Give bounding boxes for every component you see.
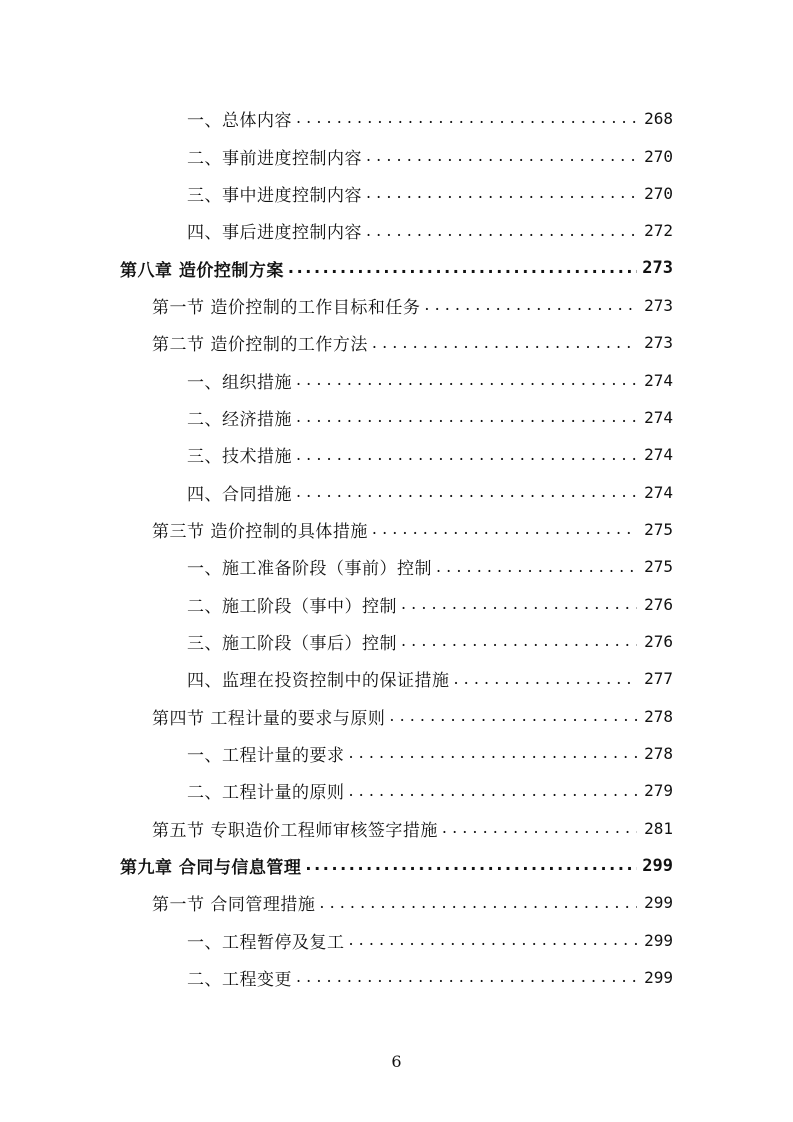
toc-section-entry[interactable] xyxy=(0,511,673,548)
toc-chapter-entry[interactable] xyxy=(0,249,673,286)
toc-entry-page: 299 xyxy=(644,968,673,988)
toc-subsection-entry[interactable] xyxy=(0,100,673,137)
toc-entry-page: 273 xyxy=(642,258,673,279)
toc-entry-page: 274 xyxy=(644,445,673,465)
toc-dot-leader xyxy=(401,631,637,651)
toc-subsection-entry[interactable] xyxy=(0,548,673,585)
toc-subsection-entry[interactable] xyxy=(0,772,673,809)
toc-dot-leader xyxy=(442,818,637,838)
toc-subsection-entry[interactable] xyxy=(0,735,673,772)
toc-entry-page: 299 xyxy=(642,855,673,876)
toc-entry-page: 299 xyxy=(644,893,673,913)
toc-entry-page: 299 xyxy=(644,930,673,950)
toc-dot-leader xyxy=(454,669,638,689)
toc-entry-title: 二、经济措施 xyxy=(187,409,292,430)
toc-entry-title: 第三节 造价控制的具体措施 xyxy=(152,521,368,542)
toc-entry-title: 第一节 合同管理措施 xyxy=(152,895,316,916)
toc-dot-leader xyxy=(296,108,637,128)
toc-dot-leader xyxy=(296,370,637,390)
toc-dot-leader xyxy=(349,781,638,801)
toc-entry-page: 274 xyxy=(644,482,673,502)
toc-section-entry[interactable] xyxy=(0,810,673,847)
toc-entry-title: 第一节 造价控制的工作目标和任务 xyxy=(152,297,421,318)
table-of-contents xyxy=(0,100,793,996)
toc-subsection-entry[interactable] xyxy=(0,175,673,212)
toc-entry-title: 二、事前进度控制内容 xyxy=(187,148,362,169)
toc-entry-page: 272 xyxy=(644,221,673,241)
toc-entry-title: 三、施工阶段（事后）控制 xyxy=(187,633,397,654)
toc-dot-leader xyxy=(296,482,637,502)
toc-entry-title: 第五节 专职造价工程师审核签字措施 xyxy=(152,820,438,841)
toc-subsection-entry[interactable] xyxy=(0,660,673,697)
toc-subsection-entry[interactable] xyxy=(0,473,673,510)
toc-dot-leader xyxy=(424,295,637,315)
toc-dot-leader xyxy=(305,855,637,875)
toc-subsection-entry[interactable] xyxy=(0,959,673,996)
toc-section-entry[interactable] xyxy=(0,287,673,324)
toc-dot-leader xyxy=(296,407,637,427)
toc-entry-page: 275 xyxy=(644,557,673,577)
toc-entry-page: 276 xyxy=(644,594,673,614)
toc-entry-page: 274 xyxy=(644,407,673,427)
toc-entry-title: 第四节 工程计量的要求与原则 xyxy=(152,708,386,729)
toc-chapter-entry[interactable] xyxy=(0,847,673,884)
toc-dot-leader xyxy=(366,221,637,241)
toc-entry-page: 276 xyxy=(644,631,673,651)
toc-dot-leader xyxy=(372,333,637,353)
toc-entry-title: 三、事中进度控制内容 xyxy=(187,185,362,206)
toc-entry-title: 四、合同措施 xyxy=(187,484,292,505)
toc-entry-page: 278 xyxy=(644,744,673,764)
toc-dot-leader xyxy=(372,519,637,539)
toc-subsection-entry[interactable] xyxy=(0,585,673,622)
toc-entry-page: 278 xyxy=(644,706,673,726)
toc-dot-leader xyxy=(296,445,637,465)
toc-dot-leader xyxy=(288,258,637,278)
toc-dot-leader xyxy=(296,967,637,987)
toc-section-entry[interactable] xyxy=(0,698,673,735)
toc-entry-title: 一、组织措施 xyxy=(187,372,292,393)
toc-entry-page: 281 xyxy=(644,818,673,838)
toc-section-entry[interactable] xyxy=(0,884,673,921)
toc-entry-title: 第九章 合同与信息管理 xyxy=(120,858,302,879)
toc-entry-page: 270 xyxy=(644,183,673,203)
toc-dot-leader xyxy=(349,743,638,763)
toc-entry-title: 第八章 造价控制方案 xyxy=(120,260,284,281)
page-number: 6 xyxy=(391,1052,402,1071)
toc-subsection-entry[interactable] xyxy=(0,212,673,249)
toc-entry-page: 275 xyxy=(644,519,673,539)
toc-entry-title: 二、工程变更 xyxy=(187,970,292,991)
toc-entry-title: 一、工程计量的要求 xyxy=(187,746,345,767)
toc-entry-page: 277 xyxy=(644,669,673,689)
toc-entry-page: 268 xyxy=(644,109,673,129)
toc-entry-page: 273 xyxy=(644,295,673,315)
toc-subsection-entry[interactable] xyxy=(0,137,673,174)
toc-entry-title: 二、施工阶段（事中）控制 xyxy=(187,596,397,617)
toc-entry-title: 一、总体内容 xyxy=(187,111,292,132)
toc-dot-leader xyxy=(366,183,637,203)
toc-entry-title: 一、工程暂停及复工 xyxy=(187,932,345,953)
toc-subsection-entry[interactable] xyxy=(0,399,673,436)
toc-entry-title: 第二节 造价控制的工作方法 xyxy=(152,335,368,356)
toc-entry-page: 273 xyxy=(644,333,673,353)
toc-dot-leader xyxy=(366,146,637,166)
toc-entry-page: 274 xyxy=(644,370,673,390)
toc-entry-title: 四、事后进度控制内容 xyxy=(187,223,362,244)
toc-subsection-entry[interactable] xyxy=(0,436,673,473)
toc-dot-leader xyxy=(349,930,638,950)
toc-entry-page: 270 xyxy=(644,146,673,166)
toc-entry-title: 四、监理在投资控制中的保证措施 xyxy=(187,671,450,692)
toc-entry-title: 三、技术措施 xyxy=(187,447,292,468)
toc-dot-leader xyxy=(436,557,637,577)
toc-subsection-entry[interactable] xyxy=(0,623,673,660)
toc-entry-page: 279 xyxy=(644,781,673,801)
toc-dot-leader xyxy=(319,893,637,913)
toc-entry-title: 二、工程计量的原则 xyxy=(187,783,345,804)
toc-subsection-entry[interactable] xyxy=(0,361,673,398)
toc-dot-leader xyxy=(389,706,637,726)
toc-section-entry[interactable] xyxy=(0,324,673,361)
toc-entry-title: 一、施工准备阶段（事前）控制 xyxy=(187,559,432,580)
toc-dot-leader xyxy=(401,594,637,614)
toc-subsection-entry[interactable] xyxy=(0,922,673,959)
